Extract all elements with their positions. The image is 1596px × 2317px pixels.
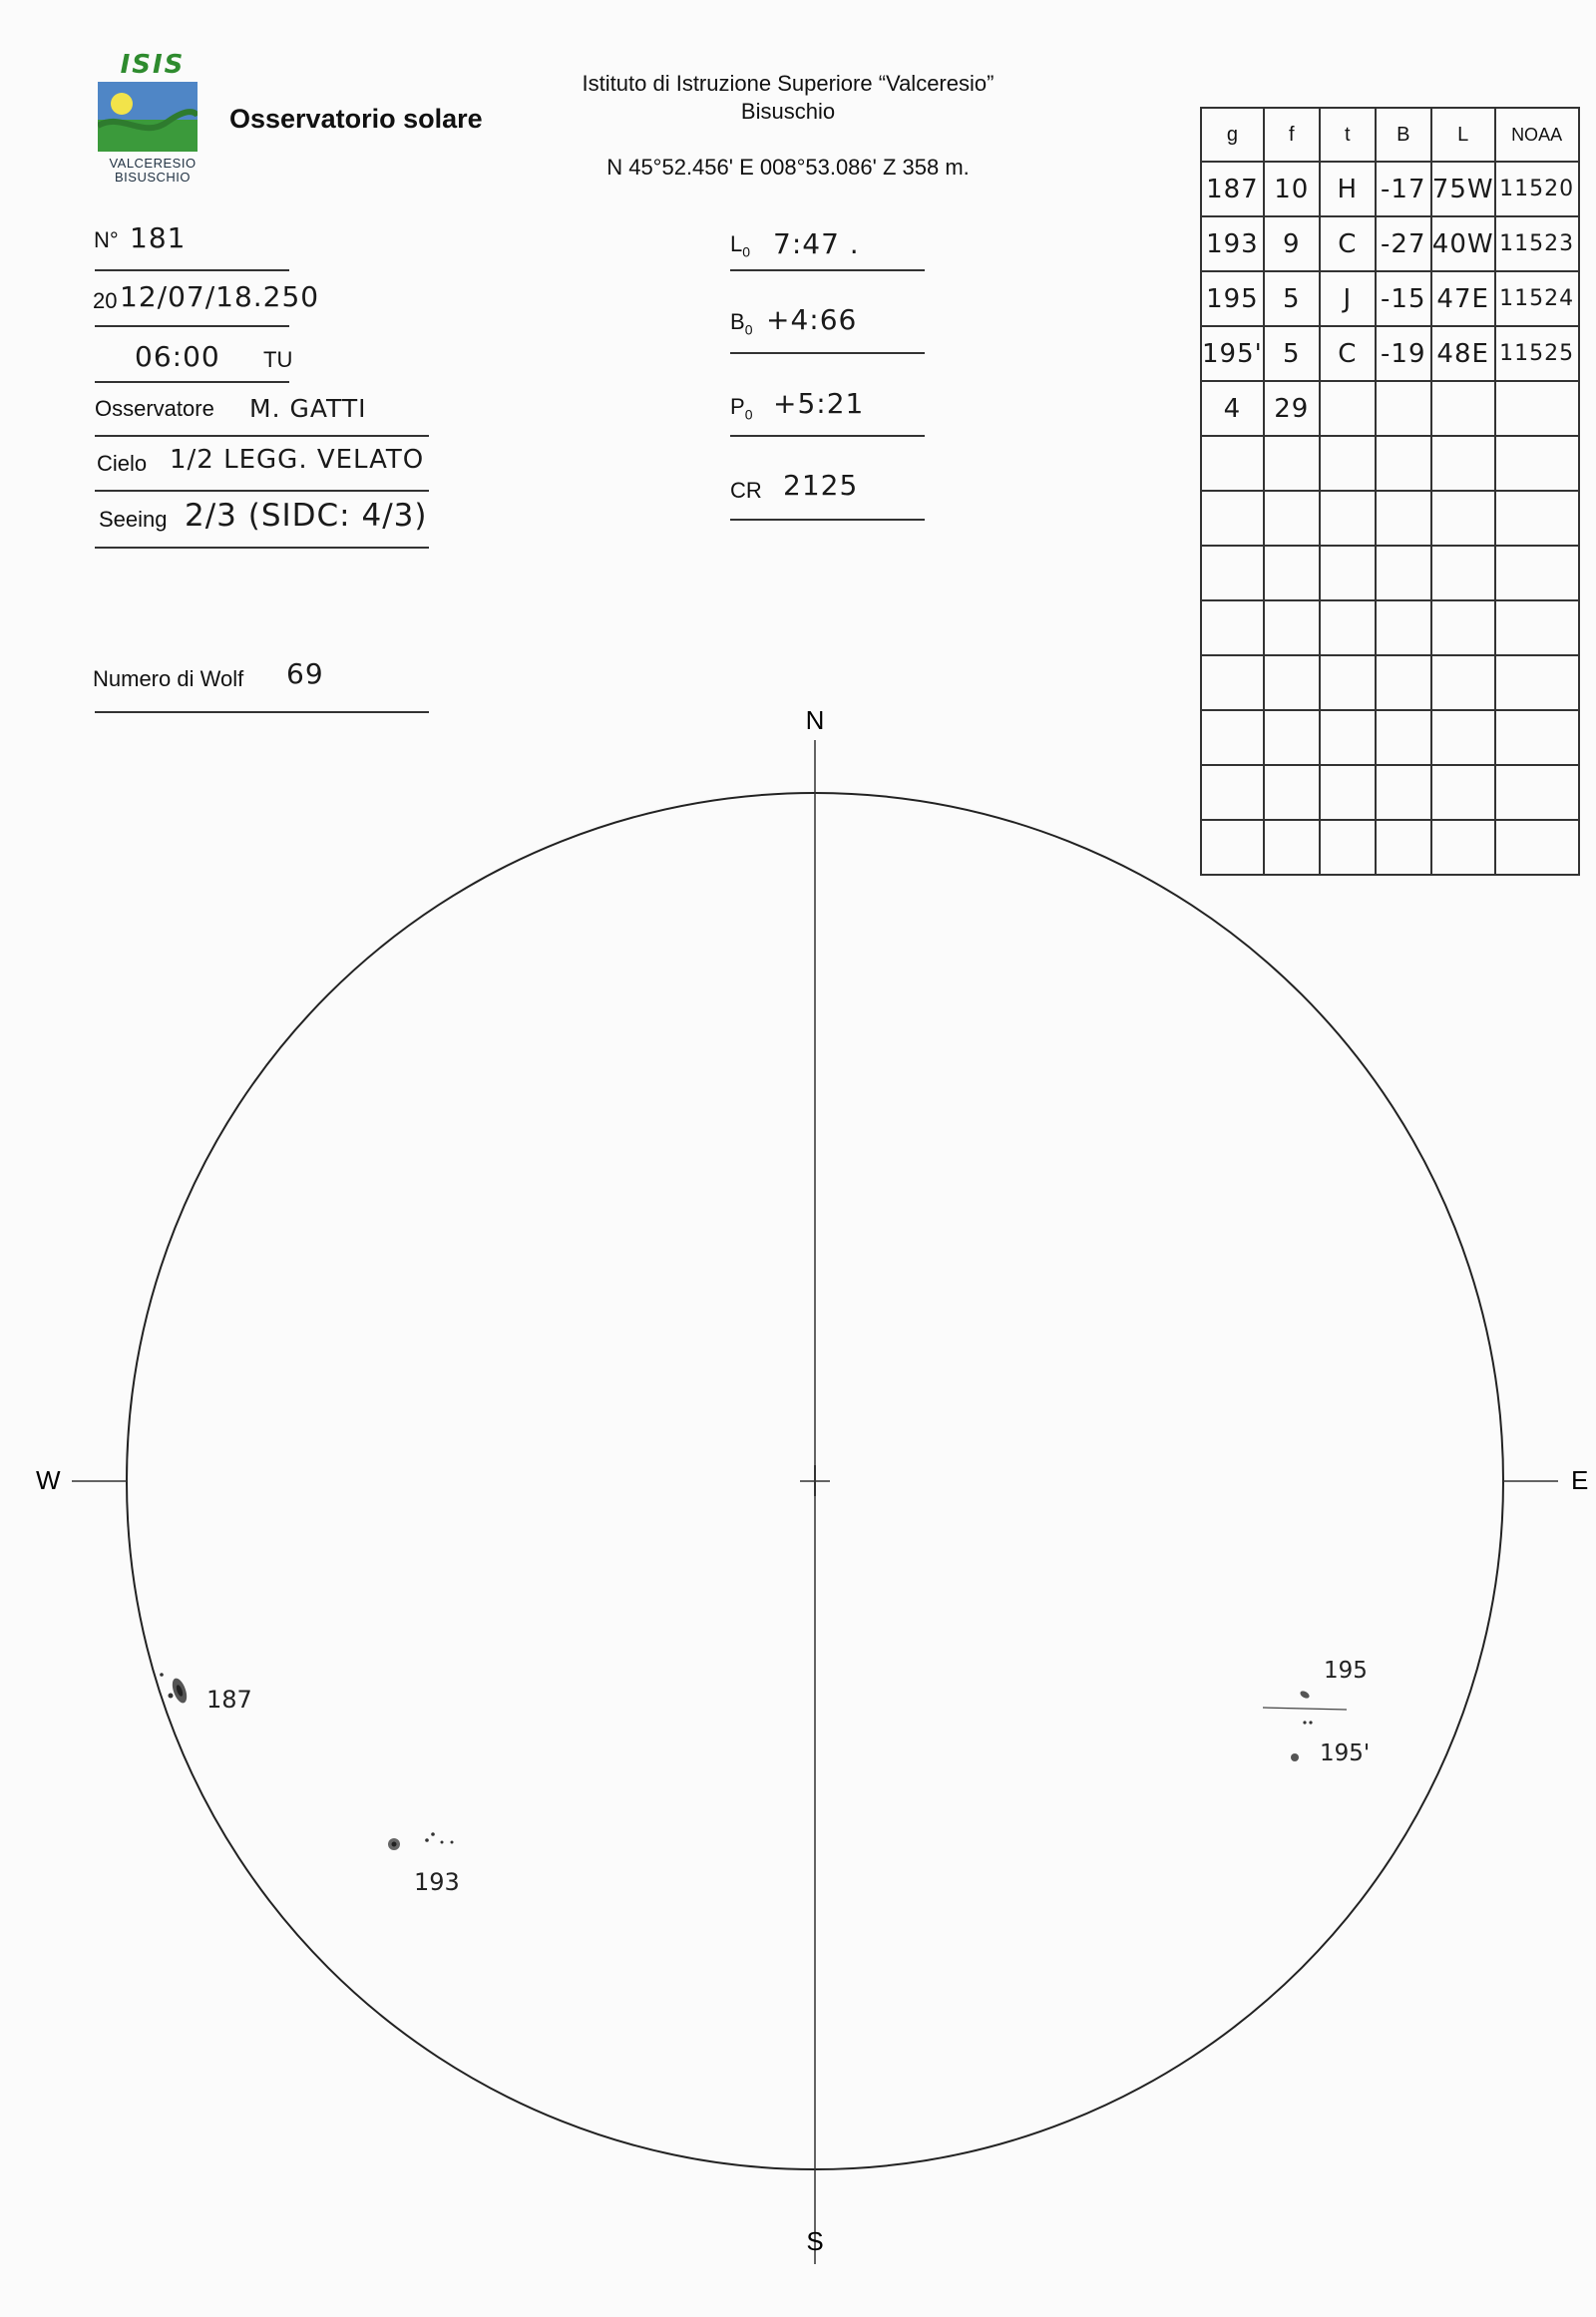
sunspot: [425, 1838, 429, 1842]
sunspot-group-195: [1299, 1658, 1368, 1700]
table-cell: 195': [1201, 326, 1264, 381]
sunspot-group-187: [160, 1673, 252, 1714]
table-cell: 75W: [1431, 162, 1495, 216]
cr-underline: [730, 519, 925, 521]
table-cell: 187: [1201, 162, 1264, 216]
table-cell: [1431, 600, 1495, 655]
table-cell: 9: [1264, 216, 1320, 271]
sunspot: [1291, 1753, 1299, 1761]
table-cell: [1495, 491, 1579, 546]
p0-label: $P_0$: [730, 394, 753, 423]
table-cell: 4: [1201, 381, 1264, 436]
table-row: [1201, 216, 1579, 271]
table-row: [1201, 326, 1579, 381]
table-row: [1201, 271, 1579, 326]
logo-caption-2: BISUSCHIO: [114, 170, 191, 185]
table-row: [1201, 381, 1579, 436]
table-cell: [1495, 436, 1579, 491]
table-cell: [1264, 600, 1320, 655]
column-header: g: [1201, 108, 1264, 162]
table-row: [1201, 600, 1579, 655]
column-header: L: [1431, 108, 1495, 162]
table-cell: [1320, 546, 1376, 600]
table-cell: [1376, 491, 1431, 546]
table-cell: 193: [1201, 216, 1264, 271]
sky-underline: [95, 490, 429, 492]
solar-disk-drawing: [0, 698, 1596, 2317]
p0-underline: [730, 435, 925, 437]
sunspot: [451, 1841, 454, 1844]
west-label: W: [36, 1465, 61, 1495]
institute-line-2: Bisuschio: [740, 99, 836, 124]
column-header: t: [1320, 108, 1376, 162]
seeing-underline: [95, 547, 429, 549]
date-underline: [95, 325, 289, 327]
sunspot: [431, 1832, 435, 1836]
sky-value: 1/2 LEGG. VELATO: [170, 445, 425, 475]
table-cell: 195: [1201, 271, 1264, 326]
sun-landscape-icon: [98, 82, 198, 152]
table-cell: 47E: [1431, 271, 1495, 326]
number-underline: [95, 269, 289, 271]
table-cell: [1431, 436, 1495, 491]
table-cell: 5: [1264, 326, 1320, 381]
wolf-number-value: 69: [286, 657, 324, 690]
table-cell: 48E: [1431, 326, 1495, 381]
table-row: [1201, 546, 1579, 600]
table-cell: [1431, 491, 1495, 546]
l0-underline: [730, 269, 925, 271]
table-cell: -19: [1376, 326, 1431, 381]
table-cell: [1201, 436, 1264, 491]
sunspot-group-195-prime: [1291, 1721, 1370, 1766]
table-row: [1201, 436, 1579, 491]
b0-underline: [730, 352, 925, 354]
table-cell: [1320, 600, 1376, 655]
table-cell: C: [1320, 326, 1376, 381]
sunspot: [1309, 1721, 1312, 1724]
l0-label: $L_0$: [730, 231, 751, 260]
time-value: 06:00: [135, 340, 220, 373]
sunspot: [1299, 1690, 1311, 1700]
table-cell: J: [1320, 271, 1376, 326]
wolf-number-label: Numero di Wolf: [93, 666, 244, 691]
table-row: [1201, 162, 1579, 216]
table-cell: [1495, 381, 1579, 436]
time-underline: [95, 381, 289, 383]
sunspot-umbra: [392, 1842, 397, 1847]
table-cell: C: [1320, 216, 1376, 271]
time-unit: TU: [263, 347, 293, 372]
center-cross-vertical: [814, 1465, 816, 1496]
table-cell: [1264, 436, 1320, 491]
group-separator-line: [1263, 1708, 1347, 1710]
number-value: 181: [130, 221, 187, 254]
institute-line-1: Istituto di Istruzione Superiore “Valceresio”: [582, 71, 995, 96]
table-cell: [1376, 546, 1431, 600]
table-cell: [1320, 436, 1376, 491]
group-label-195: 195: [1324, 1658, 1368, 1684]
east-label: E: [1571, 1465, 1589, 1495]
sunspot: [1303, 1721, 1306, 1724]
logo-caption-1: VALCERESIO: [109, 156, 197, 171]
column-header: NOAA: [1495, 108, 1579, 162]
table-row: [1201, 491, 1579, 546]
table-cell: 29: [1264, 381, 1320, 436]
school-logo: [98, 50, 207, 185]
table-cell: [1376, 600, 1431, 655]
table-cell: -17: [1376, 162, 1431, 216]
date-prefix: 20: [93, 288, 118, 313]
table-cell: -15: [1376, 271, 1431, 326]
observer-value: M. GATTI: [249, 394, 367, 423]
p0-value: +5:21: [773, 387, 865, 420]
observatory-title: Osservatorio solare: [229, 104, 483, 134]
observer-label: Osservatore: [95, 396, 214, 421]
table-cell: [1431, 381, 1495, 436]
table-cell: [1495, 600, 1579, 655]
table-cell: [1376, 381, 1431, 436]
sunspot-group-193: [388, 1832, 460, 1896]
seeing-value: 2/3 (SIDC: 4/3): [185, 498, 428, 534]
column-header: B: [1376, 108, 1431, 162]
sunspot: [441, 1841, 444, 1844]
table-cell: 11524: [1495, 271, 1579, 326]
table-cell: 10: [1264, 162, 1320, 216]
group-label-195-prime: 195': [1320, 1740, 1371, 1766]
table-cell: [1201, 491, 1264, 546]
sky-label: Cielo: [97, 451, 148, 476]
sunspot: [160, 1673, 164, 1677]
group-label-187: 187: [206, 1686, 252, 1714]
column-header: f: [1264, 108, 1320, 162]
logo-text: ISIS: [120, 50, 186, 80]
north-label: N: [805, 705, 825, 735]
date-value: 12/07/18.250: [120, 280, 320, 313]
number-label: N°: [94, 227, 119, 252]
b0-label: $B_0$: [730, 309, 753, 338]
cr-label: CR: [730, 478, 762, 503]
table-cell: [1264, 546, 1320, 600]
table-cell: 40W: [1431, 216, 1495, 271]
table-cell: 11523: [1495, 216, 1579, 271]
table-cell: [1376, 436, 1431, 491]
table-cell: 11525: [1495, 326, 1579, 381]
table-cell: [1495, 546, 1579, 600]
group-label-193: 193: [414, 1868, 460, 1896]
table-cell: [1431, 546, 1495, 600]
table-cell: [1320, 491, 1376, 546]
seeing-label: Seeing: [99, 507, 168, 532]
table-cell: [1201, 600, 1264, 655]
table-cell: 5: [1264, 271, 1320, 326]
table-cell: -27: [1376, 216, 1431, 271]
cr-value: 2125: [783, 469, 859, 502]
sunspot: [169, 1694, 174, 1699]
observer-underline: [95, 435, 429, 437]
south-label: S: [806, 2226, 824, 2256]
table-cell: H: [1320, 162, 1376, 216]
institute-name: [529, 70, 1047, 126]
table-cell: [1201, 546, 1264, 600]
site-coordinates: N 45°52.456' E 008°53.086' Z 358 m.: [606, 155, 970, 180]
b0-value: +4:66: [766, 303, 858, 336]
table-cell: 11520: [1495, 162, 1579, 216]
table-cell: [1320, 381, 1376, 436]
table-cell: [1264, 491, 1320, 546]
l0-value: 7:47 .: [773, 227, 860, 260]
table-header-row: [1201, 108, 1579, 162]
